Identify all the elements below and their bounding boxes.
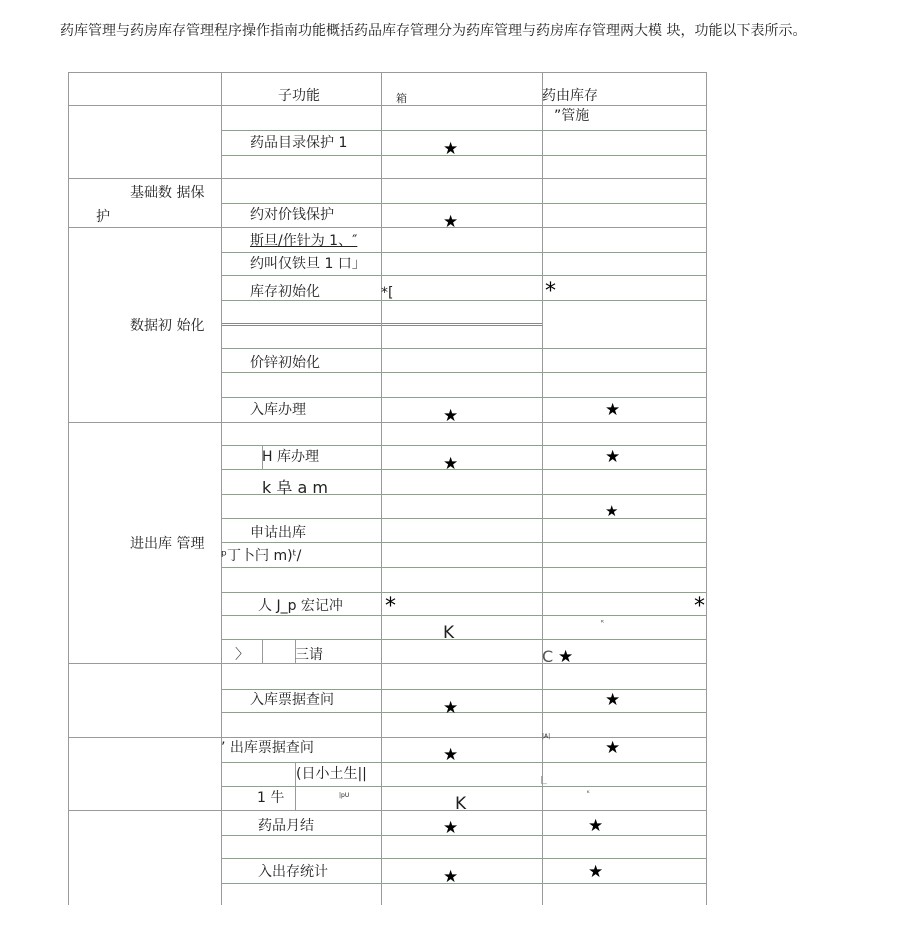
item: 库存初始化 xyxy=(250,284,320,300)
table-rule xyxy=(221,155,706,156)
star-icon: ★ xyxy=(443,406,459,426)
star-icon: ★ xyxy=(443,698,459,718)
tiny-mark: ᴷ xyxy=(601,619,604,627)
table-rule xyxy=(221,348,706,349)
star-icon: ★ xyxy=(443,212,459,232)
table-rule xyxy=(221,469,706,470)
table-rule xyxy=(68,422,706,423)
star-icon: ★ xyxy=(443,745,459,765)
table-rule xyxy=(221,639,706,640)
table-rule xyxy=(706,72,707,905)
asterisk-mark: *[ xyxy=(381,285,394,301)
table-rule xyxy=(221,130,706,131)
item: 申诂出库 xyxy=(250,525,306,541)
asterisk-icon: * xyxy=(545,279,556,304)
group-basic-data-cont: 护 xyxy=(96,209,110,225)
table-rule xyxy=(221,518,706,519)
table-rule xyxy=(221,786,706,787)
item: 入库票据查问 xyxy=(250,692,334,708)
item: 〉 xyxy=(235,647,249,663)
table-rule xyxy=(221,275,706,276)
header-col3-sub: ”管施 xyxy=(554,108,590,124)
star-icon: ★ xyxy=(588,862,604,882)
k-mark: K xyxy=(455,794,467,814)
star-icon: ★ xyxy=(605,690,621,710)
table-rule xyxy=(221,542,706,543)
item: 价锌初始化 xyxy=(250,355,320,371)
table-rule xyxy=(221,762,706,763)
table-rule xyxy=(221,835,706,836)
table-rule xyxy=(221,712,706,713)
c-mark: C xyxy=(542,647,554,666)
star-icon: ★ xyxy=(558,647,574,667)
star-icon: ★ xyxy=(588,816,604,836)
table-rule xyxy=(68,810,706,811)
item: H 库办理 xyxy=(262,449,319,465)
item: 入出存统计 xyxy=(258,864,328,880)
item: (日小土生|| xyxy=(296,766,367,782)
table-rule xyxy=(68,663,706,664)
tiny-mark: |A| xyxy=(542,733,551,740)
table-rule xyxy=(68,72,69,905)
star-icon: ★ xyxy=(605,447,621,467)
table-rule xyxy=(221,72,222,905)
item: k ⾩ a m xyxy=(262,478,328,497)
item: 入库办理 xyxy=(250,402,306,418)
star-icon: ★ xyxy=(443,454,459,474)
asterisk-icon: * xyxy=(385,594,396,619)
table-rule xyxy=(262,639,263,663)
item: ᵖ丁卜闩 m)ᵗ/ xyxy=(221,548,302,564)
item: 药品月结 xyxy=(258,818,314,834)
table-rule xyxy=(221,445,706,446)
star-icon: ★ xyxy=(443,818,459,838)
table-rule xyxy=(68,178,706,179)
star-icon: ★ xyxy=(605,502,619,520)
item: 约对价钱保护 xyxy=(250,207,334,223)
table-rule xyxy=(381,72,382,905)
table-rule xyxy=(221,615,706,616)
tiny-mark: |pU xyxy=(339,792,350,799)
item: 斯旦/作针为 1、″ xyxy=(250,233,358,249)
tiny-mark: |_ xyxy=(540,775,547,784)
item: 1 牛 xyxy=(257,790,285,806)
table-rule xyxy=(221,397,706,398)
table-rule xyxy=(221,252,706,253)
table-rule xyxy=(221,592,706,593)
star-icon: ★ xyxy=(443,867,459,887)
table-rule xyxy=(68,227,706,228)
intro-paragraph: 药库管理与药房库存管理程序操作指南功能概括药品库存管理分为药库管理与药房库存管理两大模 块，功能以下表所示。 xyxy=(60,23,807,39)
tiny-mark: ᴷ xyxy=(587,790,590,797)
asterisk-icon: * xyxy=(694,594,705,619)
table-rule xyxy=(221,567,706,568)
item: 三请 xyxy=(295,647,323,663)
header-col3: 药由库存 xyxy=(542,88,598,104)
table-rule xyxy=(68,72,706,73)
table-rule xyxy=(68,105,706,106)
k-mark: K xyxy=(443,623,455,643)
item: 人 J_p 宏记冲 xyxy=(258,598,343,614)
star-icon: ★ xyxy=(443,139,459,159)
table-rule xyxy=(221,858,706,859)
star-icon: ★ xyxy=(605,738,621,758)
group-inout: 进出库 管理 xyxy=(130,536,205,552)
item: 约叫仅铁旦 1 口」 xyxy=(250,256,366,272)
item: 药品目录保护 1 xyxy=(250,135,348,151)
group-data-init: 数据初 始化 xyxy=(130,318,205,334)
header-col2: 箱 xyxy=(396,92,407,105)
table-rule xyxy=(221,689,706,690)
item: ’ 出库票据查问 xyxy=(221,740,314,756)
table-rule xyxy=(221,372,706,373)
header-subfunction: 子功能 xyxy=(278,88,320,104)
table-rule xyxy=(221,883,706,884)
table-rule xyxy=(221,203,706,204)
star-icon: ★ xyxy=(605,400,621,420)
group-basic-data: 基础数 据保 xyxy=(130,185,205,201)
